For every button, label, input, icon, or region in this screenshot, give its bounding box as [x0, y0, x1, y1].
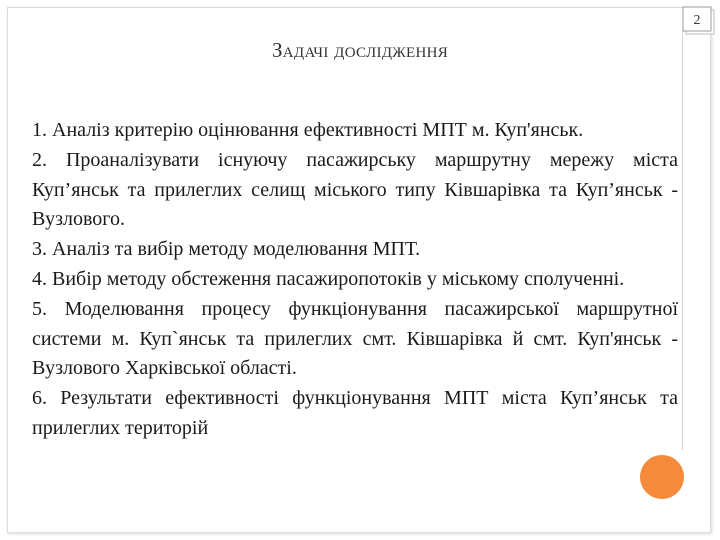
task-item-4: 4. Вибір методу обстеження пасажиропотоків у міському сполученні. [32, 267, 625, 290]
page-number: 2 [693, 13, 701, 28]
page-number-badge [682, 6, 716, 36]
side-divider [682, 30, 683, 450]
task-item-2: 2. Проаналізувати існуючу пасажирську маршрутну мережу міста Куп’янськ та прилеглих селищ міського типу Ківшарівка та Куп’янськ - Вузлового. [32, 148, 678, 231]
slide-title: Задачі дослідження [271, 38, 449, 62]
task-item-3: 3. Аналіз та вибір методу моделювання МПТ. [32, 238, 421, 261]
task-item-6: 6. Результати ефективності функціонування МПТ міста Куп’янськ та прилеглих територій [32, 387, 678, 439]
accent-circle [640, 455, 684, 499]
task-item-1: 1. Аналіз критерію оцінювання ефективності МПТ м. Куп'янськ. [32, 119, 584, 141]
task-list [32, 116, 678, 444]
task-item-5: 5. Моделювання процесу функціонування пасажирської маршрутної системи м. Куп`янськ та прилеглих смт. Ківшарівка й смт. Куп'янськ - Вузлового Харківської області. [32, 297, 678, 380]
